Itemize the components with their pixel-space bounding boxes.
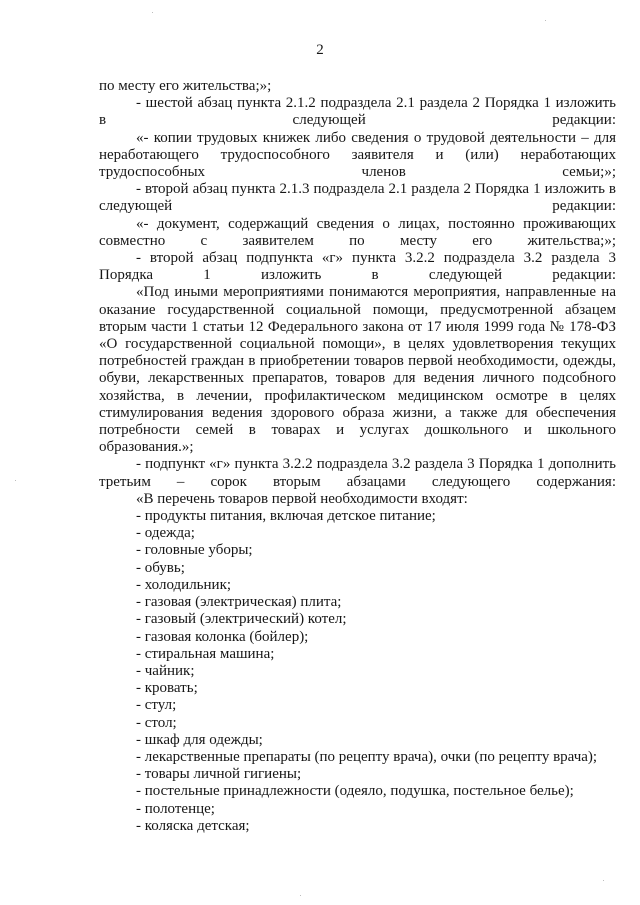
list-item: - продукты питания, включая детское питание; [136,508,436,525]
list-item: - чайник; [136,662,195,679]
paragraph-quote-2: «- документ, содержащий сведения о лицах, постоянно проживающих совместно с заявителем по месту его жительства;»; [99,215,616,249]
paragraph-amendment-3: - второй абзац подпункта «г» пункта 3.2.2 подраздела 3.2 раздела 3 Порядка 1 изложить в следующей редакции: [99,250,616,284]
list-item: - лекарственные препараты (по рецепту врача), очки (по рецепту врача); [136,748,598,765]
list-item: - стол; [136,714,177,731]
paragraph-amendment-1: - шестой абзац пункта 2.1.2 подраздела 2.1 раздела 2 Порядка 1 изложить в следующей редакции: [99,95,616,129]
scan-speck [152,12,153,13]
scan-speck [15,480,16,481]
list-item: - товары личной гигиены; [136,766,302,783]
list-item: - газовая (электрическая) плита; [136,594,342,611]
scan-speck [545,20,546,21]
page-number: 2 [316,42,324,58]
paragraph-amendment-2: - второй абзац пункта 2.1.3 подраздела 2.1 раздела 2 Порядка 1 изложить в следующей редакции: [99,181,616,215]
list-item: - обувь; [136,559,185,576]
paragraph-quote-1: «- копии трудовых книжек либо сведения о трудовой деятельности – для неработающего трудоспособного заявителя и (или) неработающих трудоспособных членов семьи;»; [99,129,616,181]
list-item: - стул; [136,697,177,714]
list-item: - коляска детская; [136,817,250,834]
list-item: - полотенце; [136,800,215,817]
goods-list [99,508,616,835]
list-item: - головные уборы; [136,542,253,559]
paragraph-amendment-4: - подпункт «г» пункта 3.2.2 подраздела 3.2 раздела 3 Порядка 1 дополнить третьим – сорок вторым абзацами следующего содержания: [99,456,616,490]
paragraph-list-intro: «В перечень товаров первой необходимости входят: [136,490,468,507]
scan-speck [603,880,604,881]
document-body [99,78,616,835]
scan-speck [300,895,301,896]
list-item: - кровать; [136,680,198,697]
paragraph-quote-3: «Под иными мероприятиями понимаются мероприятия, направленные на оказание государственной социальной помощи, предусмотренной абзацем вторым части 1 статьи 12 Федерального закона от 17 июля 1999 года № 178-ФЗ «О государственной социальной помощи», в целях удовлетворения текущих потребностей граждан в приобретении товаров первой необходимости, одежды, обуви, лекарственных препаратов, товаров для ведения личного подсобного хозяйства, в лечении, профилактическом медицинском осмотре в целях стимулирования ведения здорового образа жизни, а также для обеспечения потребности семей в товарах и услугах дошкольного и школьного образования.»; [99,284,616,456]
paragraph-continuation: по месту его жительства;»; [99,78,272,94]
list-item: - газовый (электрический) котел; [136,611,347,628]
list-item: - постельные принадлежности (одеяло, подушка, постельное белье); [136,783,574,800]
list-item: - стиральная машина; [136,645,275,662]
list-item: - холодильник; [136,576,232,593]
list-item: - газовая колонка (бойлер); [136,628,309,645]
list-item: - одежда; [136,525,195,542]
list-item: - шкаф для одежды; [136,731,263,748]
